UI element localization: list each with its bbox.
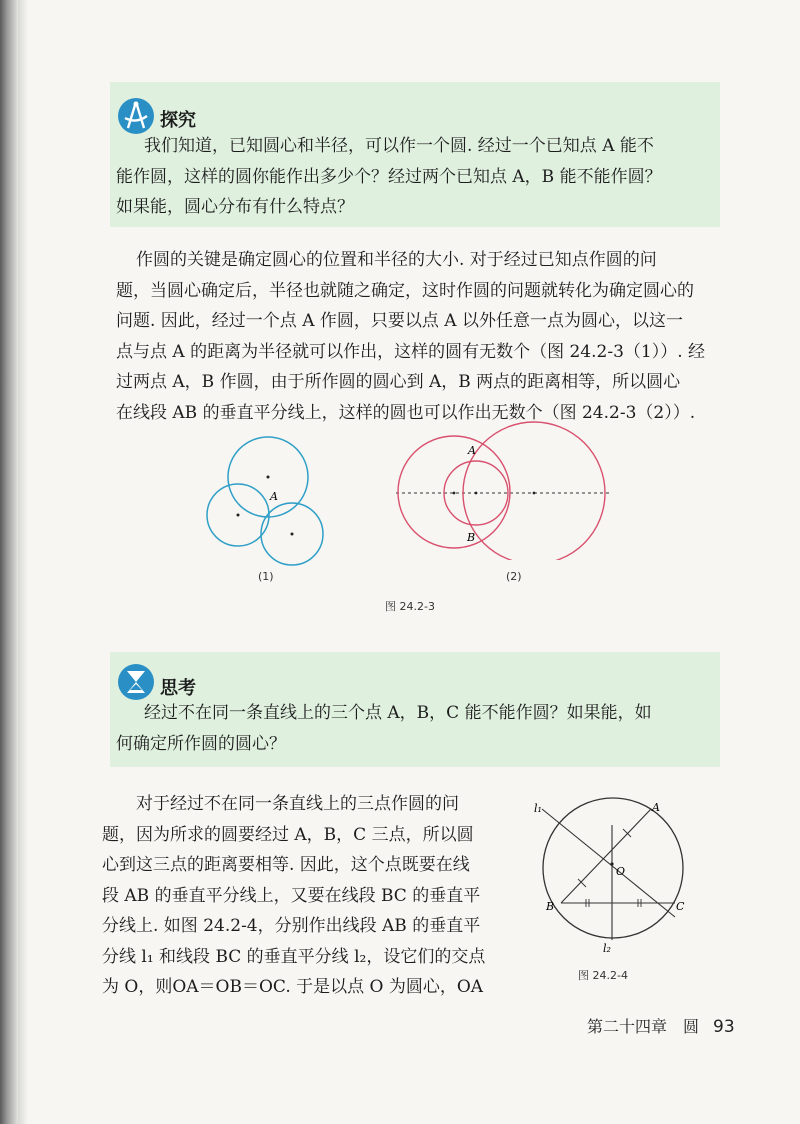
explore-line: 能作圆，这样的圆你能作出多少个？经过两个已知点 A，B 能不能作圆？: [116, 166, 662, 187]
center-dot: [533, 492, 536, 495]
explore-title: 探究: [160, 110, 196, 131]
label-l2: l₂: [603, 942, 611, 955]
center-dot: [453, 492, 456, 495]
point-o: [610, 862, 613, 865]
figure-circumcircle: [530, 790, 695, 960]
point-b-label: B: [467, 531, 476, 544]
think-line: 何确定所作圆的圆心？: [116, 733, 286, 754]
figure-circles-through-points-a-b: [390, 420, 615, 560]
paragraph-line: 对于经过不在同一条直线上的三点作圆的问: [136, 794, 459, 814]
segment-ab: [561, 809, 651, 903]
label-l1: l₁: [534, 802, 542, 815]
chapter-title: 第二十四章 圆: [587, 1017, 700, 1036]
point-a-label: A: [468, 444, 476, 457]
compass-icon: [116, 96, 156, 136]
center-dot: [267, 476, 270, 479]
think-line: 经过不在同一条直线上的三个点 A，B，C 能不能作圆？如果能，如: [144, 703, 652, 723]
paragraph-line: 段 AB 的垂直平分线上，又要在线段 BC 的垂直平: [102, 885, 481, 906]
book-spine: [0, 0, 18, 1124]
subfigure-1-label: (1): [258, 570, 274, 583]
label-c: C: [676, 900, 685, 913]
paragraph-construct-circle: [116, 245, 712, 428]
paragraph-line: 问题. 因此，经过一个点 A 作圆，只要以点 A 以外任意一点为圆心，以这一: [116, 311, 683, 331]
center-dot: [475, 492, 478, 495]
paragraph-three-points: [102, 789, 512, 1003]
hourglass-icon: [116, 662, 156, 702]
label-a: A: [652, 801, 660, 814]
page-number: 93: [713, 1017, 735, 1037]
figure-24-2-3-caption: 图 24.2-3: [385, 600, 435, 613]
paragraph-line: 题，因为所求的圆要经过 A，B，C 三点，所以圆: [102, 824, 474, 845]
label-b: B: [546, 900, 555, 913]
think-title: 思考: [160, 678, 196, 699]
point-a-label: A: [270, 490, 278, 503]
circumcircle: [543, 798, 683, 938]
paragraph-line: 分线 l₁ 和线段 BC 的垂直平分线 l₂，设它们的交点: [102, 946, 486, 967]
paragraph-line: 点与点 A 的距离为半径就可以作出，这样的圆有无数个（图 24.2-3（1））. 经: [116, 341, 706, 362]
paragraph-line: 在线段 AB 的垂直平分线上，这样的圆也可以作出无数个（图 24.2-3（2））.: [116, 402, 696, 423]
paragraph-line: 分线上. 如图 24.2-4，分别作出线段 AB 的垂直平: [102, 916, 481, 936]
subfigure-2-label: (2): [506, 570, 522, 583]
explore-line: 如果能，圆心分布有什么特点？: [116, 197, 354, 217]
center-dot: [291, 533, 294, 536]
explore-question: [116, 131, 704, 223]
bisector-l1: [542, 809, 675, 917]
paragraph-line: 题，当圆心确定后，半径也就随之确定，这时作圆的问题就转化为确定圆心的: [116, 280, 694, 301]
center-dot: [237, 514, 240, 517]
figure-three-circles-through-point-a: [195, 430, 335, 570]
book-spine-shadow: [18, 0, 28, 1124]
page-footer: [587, 1014, 735, 1037]
paragraph-line: 为 O，则OA＝OB＝OC. 于是以点 O 为圆心，OA: [102, 977, 484, 997]
think-question: [116, 698, 704, 759]
label-o: O: [616, 865, 626, 878]
explore-line: 我们知道，已知圆心和半径，可以作一个圆. 经过一个已知点 A 能不: [144, 136, 654, 156]
paragraph-line: 心到这三点的距离要相等. 因此，这个点既要在线: [102, 855, 470, 875]
figure-24-2-4-caption: 图 24.2-4: [578, 969, 628, 982]
paragraph-line: 过两点 A，B 作圆，由于所作圆的圆心到 A，B 两点的距离相等，所以圆心: [116, 372, 681, 392]
paragraph-line: 作圆的关键是确定圆心的位置和半径的大小. 对于经过已知点作圆的问: [136, 250, 657, 270]
